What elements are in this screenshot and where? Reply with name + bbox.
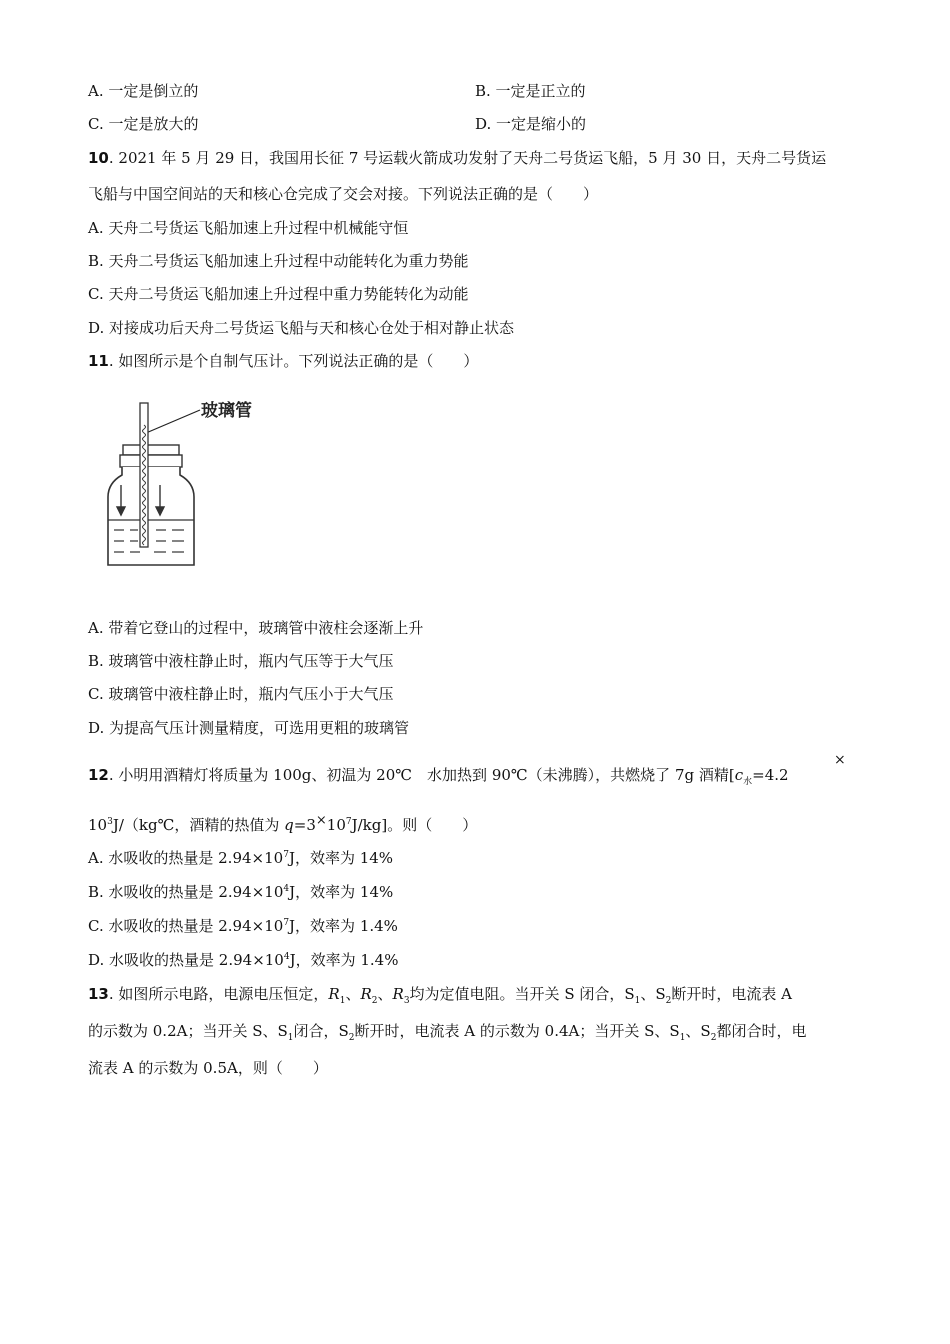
option-text: D. 水吸收的热量是 2.94×10 (88, 951, 284, 969)
power-exp-2: 7 (345, 817, 352, 827)
q10-option-d: D. 对接成功后天舟二号货运飞船与天和核心仓处于相对静止状态 (88, 319, 515, 337)
q13-text: 均为定值电阻。当开关 S 闭合，S (409, 985, 635, 1003)
q12-line2-mid: J/（kg℃，酒精的热值为 (112, 816, 285, 834)
q12-option-b (88, 881, 393, 903)
glass-tube-label: 玻璃管 (201, 401, 252, 421)
q-symbol: q (284, 816, 294, 834)
option-exp: 4 (283, 884, 290, 894)
q9-option-b: B. 一定是正立的 (475, 82, 586, 100)
q11-stem-text: . 如图所示是个自制气压计。下列说法正确的是（ ） (108, 352, 479, 370)
s-sub: 1 (679, 1033, 686, 1043)
r-sub: 2 (371, 996, 378, 1006)
q13-stem-line3: 流表 A 的示数为 0.5A，则（ ） (88, 1059, 328, 1077)
q13-text: 、S (640, 985, 666, 1003)
power-base-2: 10 (326, 816, 346, 834)
q11-option-d: D. 为提高气压计测量精度，可选用更粗的玻璃管 (88, 719, 410, 737)
r-symbol: R (392, 985, 404, 1003)
q12-option-d (88, 949, 398, 971)
sep: 、 (377, 985, 393, 1003)
q-value: =3 (293, 816, 316, 834)
c-value: =4.2 (752, 766, 789, 784)
r-symbol: R (360, 985, 372, 1003)
q13-number: 13 (88, 985, 109, 1003)
r-symbol: R (328, 985, 340, 1003)
option-text: C. 水吸收的热量是 2.94×10 (88, 917, 284, 935)
q12-stem-line1 (88, 764, 789, 786)
q10-stem-line2: 飞船与中国空间站的天和核心仓完成了交会对接。下列说法正确的是（ ） (88, 185, 599, 203)
q13-text: 、S (685, 1022, 711, 1040)
q13-text: 闭合，S (293, 1022, 349, 1040)
q11-number: 11 (88, 352, 109, 370)
option-text-end: J，效率为 14% (289, 883, 394, 901)
q9-option-d: D. 一定是缩小的 (475, 115, 587, 133)
q11-stem (88, 350, 478, 372)
q12-line2-end: J/kg]。则（ ） (351, 816, 478, 834)
q9-option-a: A. 一定是倒立的 (88, 82, 199, 100)
q10-stem-text: . 2021 年 5 月 29 日，我国用长征 7 号运载火箭成功发射了天舟二号货运飞船，5 月 30 日，天舟二号货运 (108, 149, 827, 167)
s-sub: 1 (287, 1033, 294, 1043)
q11-option-a: A. 带着它登山的过程中，玻璃管中液柱会逐渐上升 (88, 619, 424, 637)
q12-number: 12 (88, 766, 109, 784)
q13-text: 的示数为 0.2A；当开关 S、S (88, 1022, 288, 1040)
q11-option-c: C. 玻璃管中液柱静止时，瓶内气压小于大气压 (88, 685, 394, 703)
q10-option-a: A. 天舟二号货运飞船加速上升过程中机械能守恒 (88, 219, 409, 237)
c-subscript: 水 (743, 777, 753, 787)
q13-text: . 如图所示电路，电源电压恒定， (108, 985, 329, 1003)
bottle-cap-top (123, 445, 179, 455)
option-exp: 4 (283, 952, 290, 962)
q10-number: 10 (88, 149, 109, 167)
q12-stem-text: . 小明用酒精灯将质量为 100g、初温为 20℃ 水加热到 90℃（未沸腾），共燃烧了 7g 酒精[ (108, 766, 735, 784)
q10-option-b: B. 天舟二号货运飞船加速上升过程中动能转化为重力势能 (88, 252, 469, 270)
s-sub: 2 (348, 1033, 355, 1043)
q10-option-c: C. 天舟二号货运飞船加速上升过程中重力势能转化为动能 (88, 285, 469, 303)
barometer-diagram (100, 395, 280, 575)
q12-option-c (88, 915, 398, 937)
s-sub: 2 (665, 996, 672, 1006)
option-text-end: J，效率为 1.4% (289, 917, 398, 935)
r-sub: 1 (339, 996, 346, 1006)
label-leader-line (146, 410, 200, 433)
option-exp: 7 (283, 850, 289, 860)
option-text: B. 水吸收的热量是 2.94×10 (88, 883, 284, 901)
q9-option-c: C. 一定是放大的 (88, 115, 199, 133)
option-text-end: J，效率为 14% (288, 849, 394, 867)
times-symbol-2: × (315, 813, 327, 828)
times-symbol: × (834, 752, 846, 768)
barometer-figure (100, 395, 280, 575)
s-sub: 2 (710, 1033, 717, 1043)
sep: 、 (345, 985, 361, 1003)
q13-text: 断开时，电流表 A (671, 985, 792, 1003)
q13-stem-line2 (88, 1020, 806, 1042)
power-exp: 3 (107, 817, 113, 827)
q13-text: 都闭合时，电 (716, 1022, 807, 1040)
c-symbol: c (734, 766, 744, 784)
q10-stem-line1 (88, 147, 826, 169)
power-base: 10 (88, 816, 108, 834)
q11-option-b: B. 玻璃管中液柱静止时，瓶内气压等于大气压 (88, 652, 394, 670)
q13-stem-line1 (88, 983, 792, 1005)
r-sub: 3 (403, 996, 410, 1006)
s-sub: 1 (634, 996, 641, 1006)
option-text: A. 水吸收的热量是 2.94×10 (88, 849, 284, 867)
q13-text: 断开时，电流表 A 的示数为 0.4A；当开关 S、S (354, 1022, 680, 1040)
option-text-end: J，效率为 1.4% (289, 951, 399, 969)
option-exp: 7 (283, 918, 290, 928)
q12-stem-line2 (88, 814, 477, 838)
bottle-cap-bottom (120, 455, 182, 467)
q12-option-a (88, 847, 393, 869)
